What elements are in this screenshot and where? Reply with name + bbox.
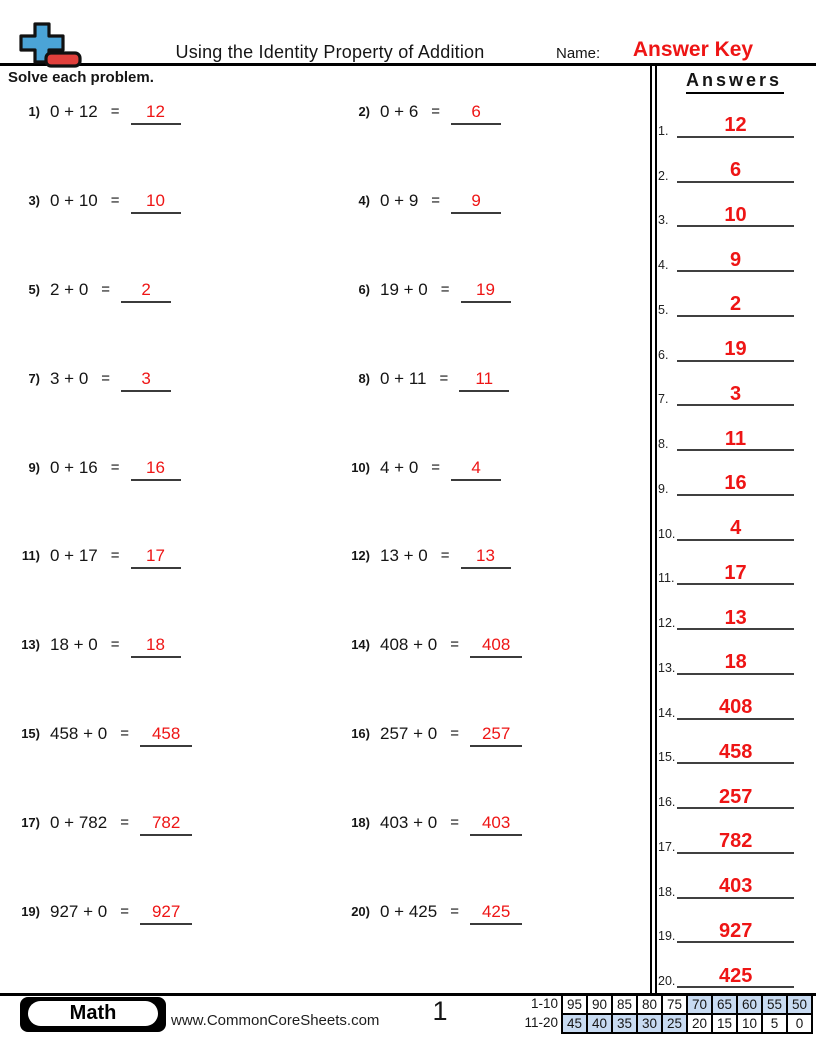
answer-item <box>658 720 794 765</box>
grading-cell: 10 <box>736 1013 763 1034</box>
minus-icon <box>46 53 80 66</box>
answer-item-value: 3 <box>677 384 794 406</box>
answer-item <box>658 675 794 720</box>
answer-key-text: Answer Key <box>632 38 754 61</box>
equals-sign: = <box>450 725 459 743</box>
answer-item <box>658 809 794 854</box>
answer-item-value: 408 <box>677 697 794 719</box>
answer-blank: 425 <box>470 902 522 925</box>
problem-expression: 403 + 0 <box>380 813 438 833</box>
answer-item <box>658 138 794 183</box>
answer-item-value: 4 <box>677 518 794 540</box>
answer-item-value: 11 <box>677 429 794 451</box>
answer-item <box>658 541 794 586</box>
grading-row-label: 1-10 <box>530 996 558 1011</box>
problem-expression: 2 + 0 <box>50 279 89 299</box>
equals-sign: = <box>450 814 459 832</box>
problem-number: 11) <box>21 548 40 564</box>
grading-cell: 50 <box>786 994 813 1015</box>
answer-item-value: 458 <box>677 742 794 764</box>
answer-item-number: 8. <box>658 437 669 451</box>
answer-blank: 12 <box>131 102 181 125</box>
answer-item-value: 6 <box>677 160 794 182</box>
grading-cell: 35 <box>611 1013 638 1034</box>
grading-cell: 95 <box>561 994 588 1015</box>
equals-sign: = <box>110 103 120 120</box>
problem-row <box>8 446 330 535</box>
answer-item <box>658 854 794 899</box>
equals-sign: = <box>120 903 129 921</box>
plus-minus-logo <box>18 22 104 74</box>
problems-grid <box>8 90 648 980</box>
answer-blank: 11 <box>459 369 509 392</box>
equals-sign: = <box>101 369 111 387</box>
problem-expression: 3 + 0 <box>50 368 89 388</box>
answer-item-value: 17 <box>677 563 794 585</box>
answer-blank: 2 <box>121 280 171 303</box>
answer-blank: 257 <box>470 724 522 747</box>
grading-cell: 20 <box>686 1013 713 1034</box>
equals-sign: = <box>431 191 441 209</box>
problem-number: 10) <box>351 459 370 475</box>
answer-item-number: 2. <box>658 168 669 183</box>
problem-expression: 408 + 0 <box>380 635 438 655</box>
answer-blank: 927 <box>140 902 192 925</box>
grading-cell: 80 <box>636 994 663 1015</box>
answer-item <box>658 272 794 317</box>
problem-number: 20) <box>351 904 370 920</box>
grading-cell: 40 <box>586 1013 613 1034</box>
answer-item <box>658 362 794 407</box>
problem-number: 13) <box>21 637 40 653</box>
answer-item <box>658 630 794 675</box>
grading-cell: 0 <box>786 1013 813 1034</box>
problem-expression: 927 + 0 <box>50 902 108 922</box>
page-number: 1 <box>432 996 448 1026</box>
answer-item <box>658 183 794 228</box>
answer-item-value: 425 <box>677 966 794 988</box>
problem-row <box>8 534 330 623</box>
answer-item <box>658 585 794 630</box>
equals-sign: = <box>110 636 120 654</box>
answer-blank: 408 <box>470 635 522 658</box>
problem-expression: 0 + 425 <box>380 902 438 922</box>
problem-row <box>330 357 648 446</box>
equals-sign: = <box>450 636 459 654</box>
problem-number: 7) <box>28 370 40 386</box>
problem-row <box>8 90 330 179</box>
subject-badge-label: Math <box>28 1001 158 1026</box>
answer-item-value: 782 <box>677 831 794 853</box>
problem-number: 9) <box>28 459 40 475</box>
answers-list <box>658 93 794 988</box>
answer-item-value: 257 <box>677 787 794 809</box>
problem-number: 18) <box>351 815 370 831</box>
answer-blank: 9 <box>451 191 501 214</box>
answer-item-number: 18. <box>658 884 676 899</box>
equals-sign: = <box>120 814 129 832</box>
grading-cell: 15 <box>711 1013 738 1034</box>
problem-row <box>330 268 648 357</box>
problem-expression: 0 + 17 <box>50 546 98 566</box>
problem-row <box>8 357 330 446</box>
header-divider <box>0 63 816 66</box>
problem-number: 4) <box>358 192 370 208</box>
answer-item-value: 2 <box>677 294 794 316</box>
problem-row <box>330 179 648 268</box>
answer-item <box>658 93 794 138</box>
grading-row-label: 11-20 <box>524 1015 558 1030</box>
answer-item-number: 3. <box>658 213 669 228</box>
name-label: Name: <box>556 45 601 62</box>
grading-cell: 45 <box>561 1013 588 1034</box>
grading-row-2 <box>510 1013 813 1034</box>
problem-expression: 4 + 0 <box>380 457 419 477</box>
problem-expression: 458 + 0 <box>50 724 108 744</box>
answer-item-number: 4. <box>658 258 669 272</box>
answer-item <box>658 943 794 988</box>
answer-item <box>658 496 794 541</box>
answer-item <box>658 899 794 944</box>
answer-item-number: 15. <box>658 750 676 765</box>
equals-sign: = <box>440 547 450 565</box>
problem-number: 12) <box>351 548 370 564</box>
problem-expression: 257 + 0 <box>380 724 438 744</box>
answer-blank: 6 <box>451 102 501 125</box>
problem-row <box>330 90 648 179</box>
grading-scale-table <box>510 994 813 1034</box>
problem-number: 15) <box>21 726 40 742</box>
problem-row <box>8 623 330 712</box>
problem-row <box>330 623 648 712</box>
problem-row <box>8 801 330 890</box>
worksheet-title: Using the Identity Property of Addition <box>175 42 485 62</box>
answer-blank: 16 <box>131 458 181 481</box>
answer-item-value: 18 <box>677 652 794 674</box>
problem-row <box>8 179 330 268</box>
instruction-text: Solve each problem. <box>8 69 154 86</box>
answer-item-number: 6. <box>658 347 669 362</box>
grading-cell: 25 <box>661 1013 688 1034</box>
answer-blank: 13 <box>461 546 511 569</box>
answer-item <box>658 317 794 362</box>
answer-item-value: 927 <box>677 921 794 943</box>
equals-sign: = <box>101 280 111 298</box>
grading-cell: 70 <box>686 994 713 1015</box>
problem-expression: 0 + 6 <box>380 102 419 121</box>
problem-number: 1) <box>28 104 40 119</box>
problem-row <box>330 712 648 801</box>
answer-item-value: 16 <box>677 473 794 495</box>
site-url: www.CommonCoreSheets.com <box>171 1012 380 1029</box>
problem-row <box>330 534 648 623</box>
grading-cell: 60 <box>736 994 763 1015</box>
answer-item-value: 403 <box>677 876 794 898</box>
problem-number: 6) <box>358 281 370 297</box>
problem-expression: 0 + 782 <box>50 813 108 833</box>
problem-expression: 0 + 9 <box>380 190 419 210</box>
problem-row <box>330 890 648 979</box>
problem-row <box>330 446 648 535</box>
grading-cell: 65 <box>711 994 738 1015</box>
answer-item <box>658 406 794 451</box>
problem-expression: 0 + 16 <box>50 457 98 477</box>
answers-header <box>660 70 810 94</box>
answer-item-value: 19 <box>677 339 794 361</box>
equals-sign: = <box>120 725 129 743</box>
problem-row <box>8 890 330 979</box>
answer-item-number: 11. <box>658 571 675 586</box>
answer-item-value: 10 <box>677 205 794 227</box>
answer-blank: 458 <box>140 724 192 747</box>
problem-number: 3) <box>28 192 40 208</box>
answer-blank: 19 <box>461 280 511 303</box>
problem-row <box>8 268 330 357</box>
grading-cell: 30 <box>636 1013 663 1034</box>
answer-item-number: 5. <box>658 302 669 317</box>
grading-cell: 90 <box>586 994 613 1015</box>
answer-item-number: 7. <box>658 392 669 407</box>
answer-blank: 18 <box>131 635 181 658</box>
equals-sign: = <box>110 458 120 476</box>
equals-sign: = <box>110 547 120 565</box>
answer-item-value: 12 <box>677 115 794 137</box>
answer-item <box>658 451 794 496</box>
equals-sign: = <box>431 103 441 120</box>
grading-cell: 5 <box>761 1013 788 1034</box>
answer-blank: 403 <box>470 813 522 836</box>
subject-badge <box>20 997 166 1032</box>
answer-item-number: 17. <box>658 839 676 854</box>
equals-sign: = <box>431 458 441 476</box>
problem-expression: 0 + 10 <box>50 190 98 210</box>
problem-number: 16) <box>351 726 370 742</box>
problem-expression: 0 + 12 <box>50 102 98 121</box>
answer-item <box>658 764 794 809</box>
answer-item-number: 20. <box>658 974 676 988</box>
problem-number: 19) <box>21 904 40 920</box>
grading-row-1 <box>510 994 813 1015</box>
equals-sign: = <box>110 191 120 209</box>
problem-expression: 19 + 0 <box>380 279 428 299</box>
problem-expression: 0 + 11 <box>380 368 427 388</box>
answer-item-number: 19. <box>658 929 676 944</box>
answer-blank: 782 <box>140 813 192 836</box>
problem-expression: 13 + 0 <box>380 546 428 566</box>
answers-header-label: Answers <box>686 70 784 94</box>
problem-number: 17) <box>21 815 40 831</box>
problem-number: 2) <box>358 104 370 119</box>
equals-sign: = <box>439 369 449 387</box>
answer-item-number: 10. <box>658 526 676 541</box>
answer-item-number: 9. <box>658 481 669 496</box>
problem-row <box>8 712 330 801</box>
grading-cell: 75 <box>661 994 688 1015</box>
grading-cell: 55 <box>761 994 788 1015</box>
grading-cell: 85 <box>611 994 638 1015</box>
sidebar-divider-outer <box>650 64 652 995</box>
answer-item-number: 14. <box>658 705 676 720</box>
answer-item-number: 1. <box>658 123 669 138</box>
answer-item-number: 13. <box>658 660 676 675</box>
answer-item-value: 9 <box>677 250 794 272</box>
equals-sign: = <box>450 903 459 921</box>
problem-expression: 18 + 0 <box>50 635 98 655</box>
equals-sign: = <box>440 280 450 298</box>
answer-item-value: 13 <box>677 608 794 630</box>
answer-blank: 4 <box>451 458 501 481</box>
problem-row <box>330 801 648 890</box>
sidebar-divider-inner <box>655 64 657 995</box>
problem-number: 8) <box>358 370 370 386</box>
problem-number: 14) <box>351 637 370 653</box>
answer-item-number: 16. <box>658 795 676 809</box>
answer-blank: 3 <box>121 369 171 392</box>
answer-item-number: 12. <box>658 616 676 630</box>
problem-number: 5) <box>28 281 40 297</box>
answer-blank: 17 <box>131 546 181 569</box>
answer-item <box>658 227 794 272</box>
answer-blank: 10 <box>131 191 181 214</box>
